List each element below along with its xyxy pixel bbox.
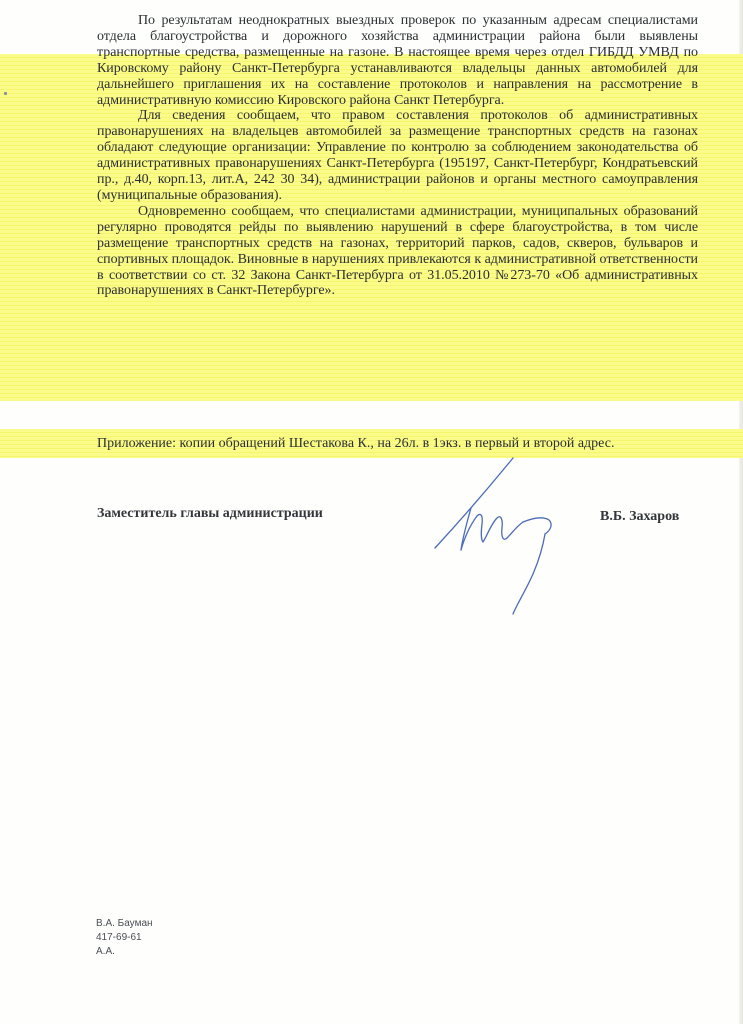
executor-phone: 417-69-61	[96, 932, 142, 943]
executor-footer	[96, 917, 153, 959]
paragraph-raids: Одновременно сообщаем, что специалистами администрации, муниципальных образований регулярно проводятся рейды по выявлению нарушений в сфере благоустройства, в том числе размещение транспортных средств на газонах, территорий парков, садов, скверов, бульваров и спортивных площадок. Виновные в нарушениях привлекаются к административной ответственности в соответствии со ст. 32 Закона Санкт-Петербурга от 31.05.2010 №273-70 «Об административных правонарушениях в Санкт-Петербурге».	[97, 203, 698, 299]
executor-name: В.А. Бауман	[96, 918, 153, 929]
paragraph-inspections: По результатам неоднократных выездных проверок по указанным адресам специалистами отдела благоустройства и дорожного хозяйства администрации района были выявлены транспортные средства, размещенные на газоне. В настоящее время через отдел ГИБДД УМВД по Кировскому району Санкт-Петербурга устанавливаются владельцы данных автомобилей для дальнейшего приглашения их на составление протоколов и направления на рассмотрение в административную комиссию Кировского района Санкт Петербурга.	[97, 13, 698, 108]
signatory-name: В.Б. Захаров	[600, 509, 680, 524]
letter-body	[97, 13, 698, 299]
signatory-title: Заместитель главы администрации	[97, 506, 323, 521]
paragraph-protocol-authority: Для сведения сообщаем, что правом составления протоколов об административных правонарушениях на владельцев автомобилей за размещение транспортных средств на газонах обладают следующие организации: Управление по контролю за соблюдением законодательства об административных правонарушениях Санкт-Петербурга (195197, Санкт-Петербург, Кондратьевский пр., д.40, корп.13, лит.А, 242 30 34), администрации районов и органы местного самоуправления (муниципальные образования).	[97, 108, 698, 203]
appendix-line: Приложение: копии обращений Шестакова К., на 26л. в 1экз. в первый и второй адрес.	[97, 436, 615, 451]
handwritten-signature-icon	[425, 450, 575, 620]
executor-initials: А.А.	[96, 946, 115, 957]
scan-artifact	[4, 92, 7, 95]
